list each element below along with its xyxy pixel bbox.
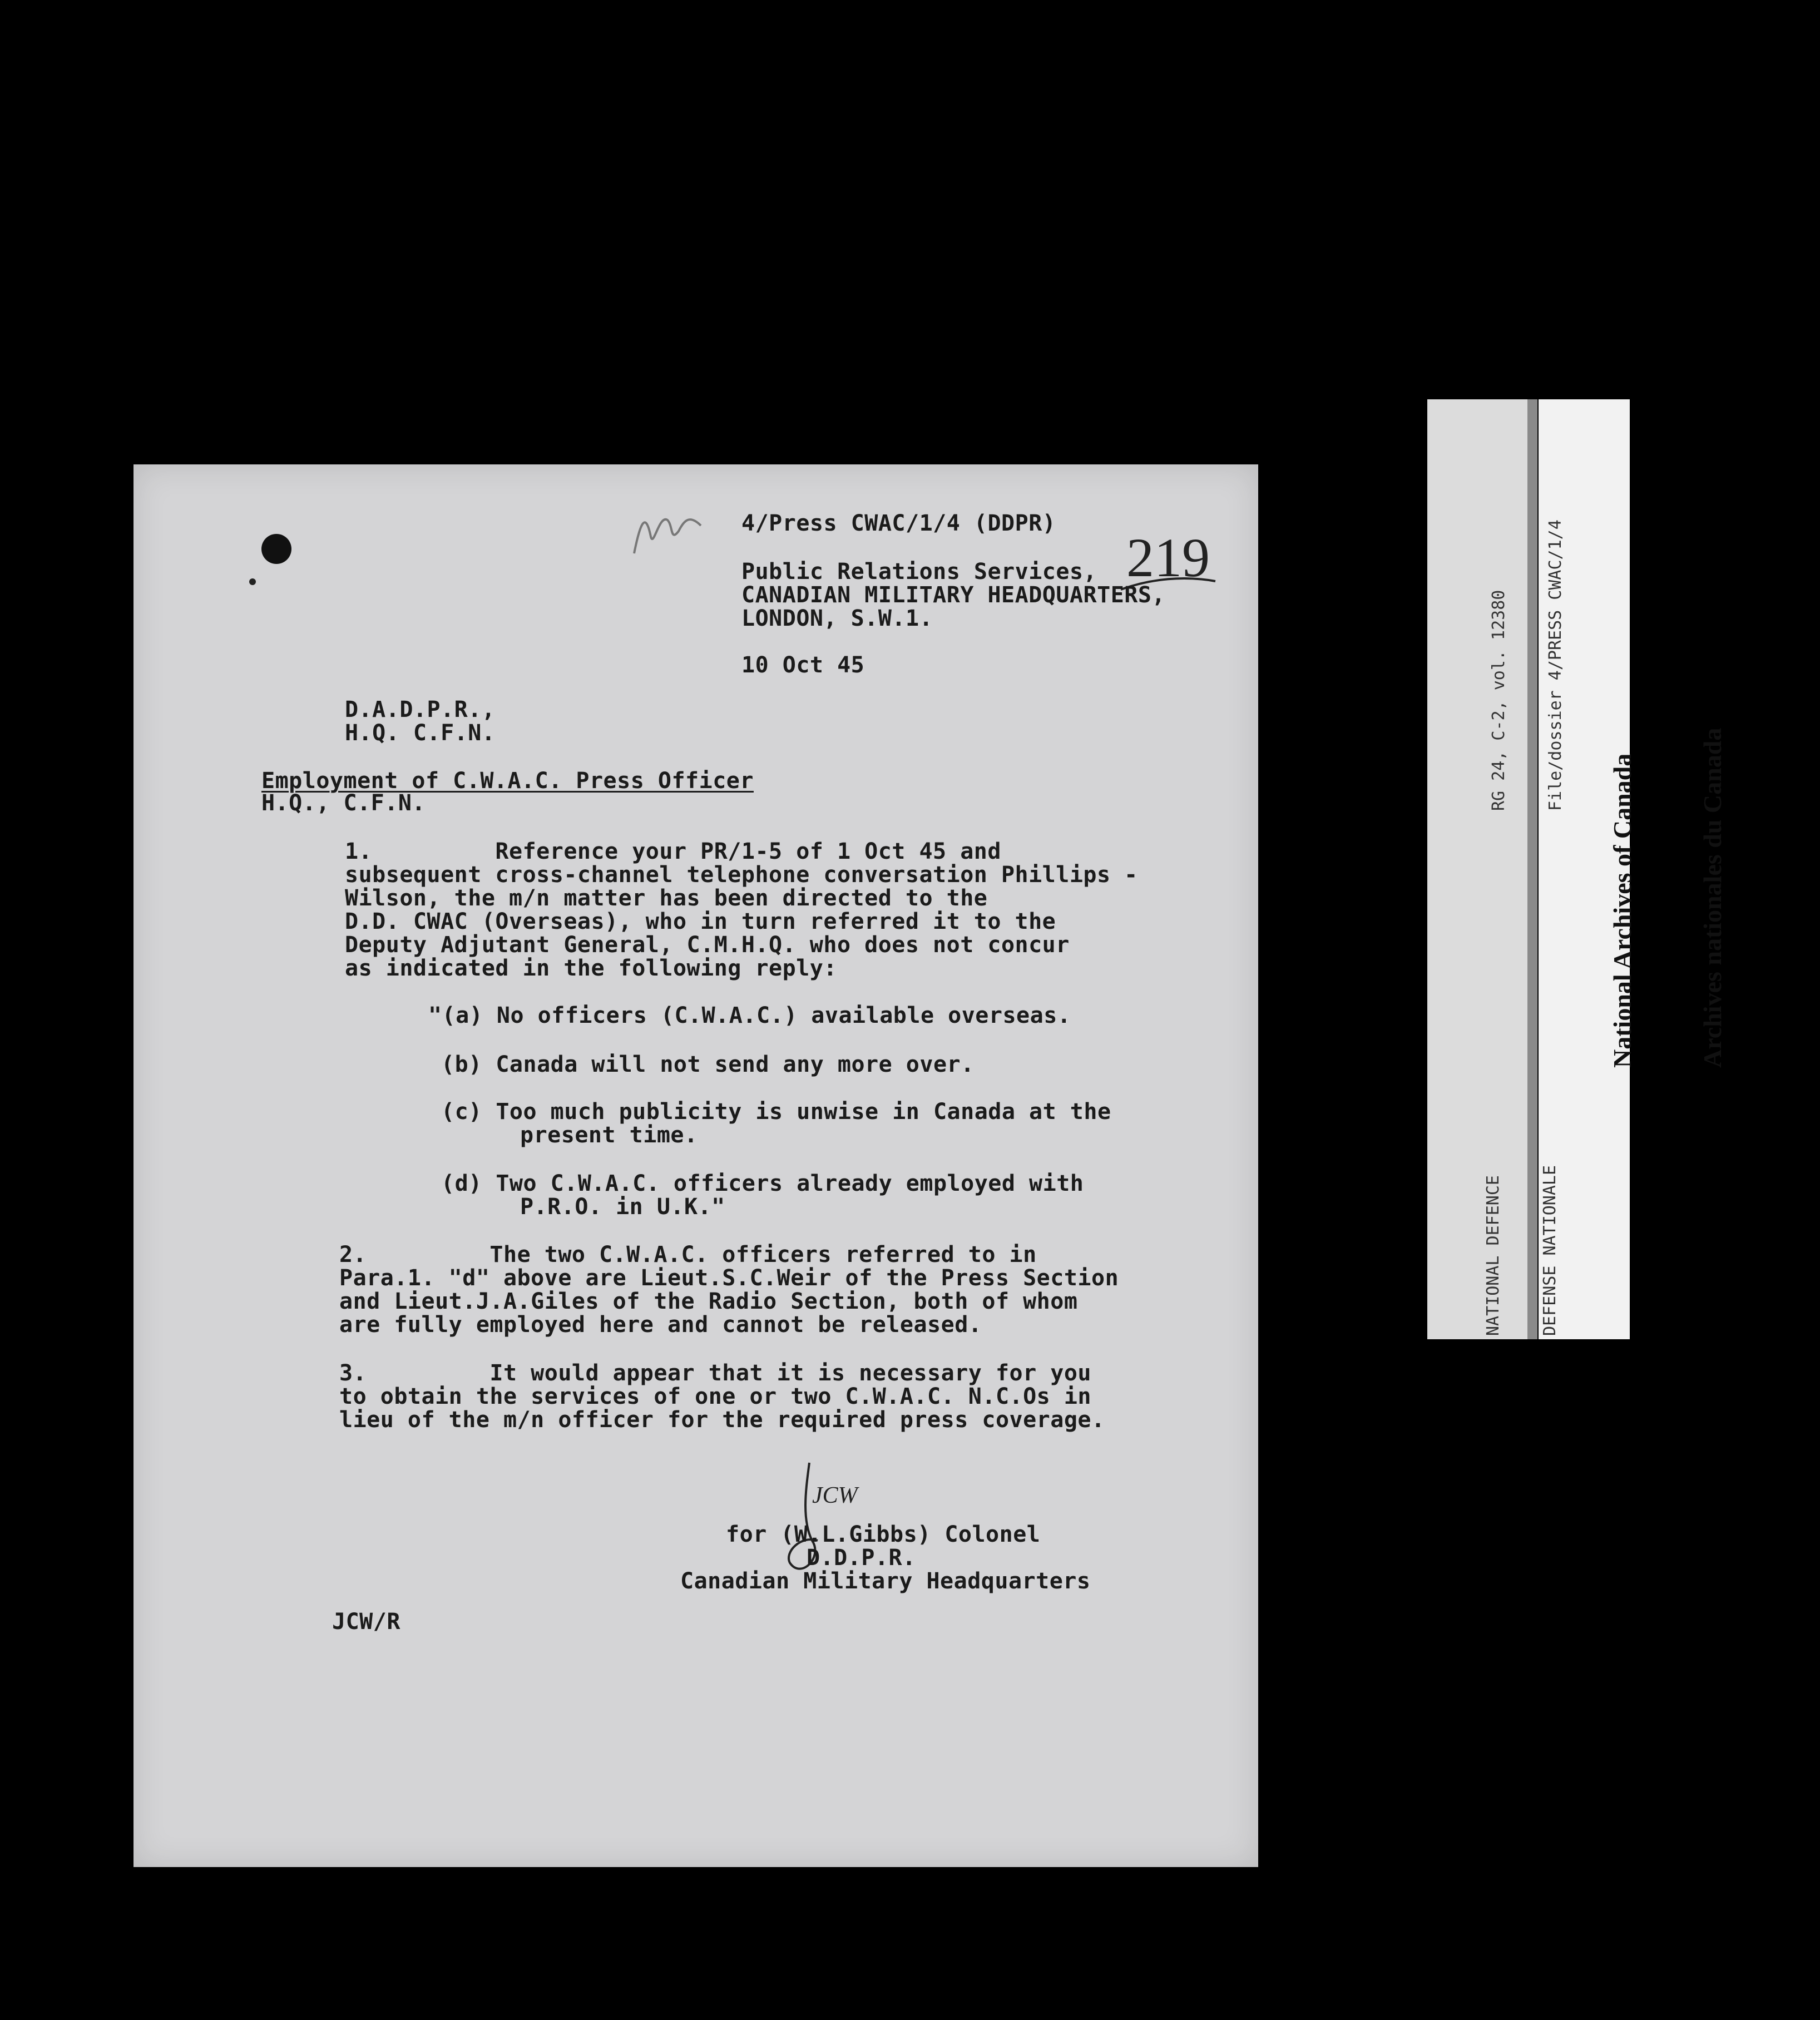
para2-line-3: and Lieut.J.A.Giles of the Radio Section, both of whom: [339, 1289, 1078, 1314]
para2-line-1: 2. The two C.W.A.C. officers referred to in: [339, 1242, 1037, 1268]
org-line-1: Public Relations Services,: [741, 559, 1097, 585]
para1-line-5: Deputy Adjutant General, C.M.H.Q. who does not concur: [345, 932, 1070, 958]
reply-item-b: (b) Canada will not send any more over.: [441, 1052, 975, 1077]
para3-line-2: to obtain the services of one or two C.W.A.C. N.C.Os in: [339, 1384, 1092, 1409]
para3-line-1: 3. It would appear that it is necessary for you: [339, 1360, 1092, 1386]
para3-line-3: lieu of the m/n officer for the required press coverage.: [339, 1407, 1105, 1433]
para1-line-4: D.D. CWAC (Overseas), who in turn referred it to the: [345, 909, 1056, 934]
archives-name-block: [1547, 728, 1758, 1068]
para1-line-6: as indicated in the following reply:: [345, 955, 837, 981]
punch-hole: [261, 534, 291, 564]
reply-item-d-line-2: P.R.O. in U.K.": [520, 1194, 725, 1220]
reply-item-a: "(a) No officers (C.W.A.C.) available overseas.: [428, 1003, 1071, 1028]
reply-item-c-line-2: present time.: [520, 1122, 698, 1148]
para1-line-2: subsequent cross-channel telephone conversation Phillips -: [345, 862, 1138, 888]
letter-date: 10 Oct 45: [741, 652, 865, 678]
signature-line-1: for (W.L.Gibbs) Colonel: [726, 1522, 1041, 1547]
archives-name-french: Archives nationales du Canada: [1698, 727, 1727, 1068]
signature-line-2: D.D.P.R.: [807, 1545, 916, 1571]
org-line-3: LONDON, S.W.1.: [741, 606, 933, 631]
subject-line-1: Employment of C.W.A.C. Press Officer: [261, 768, 754, 794]
subject-line-2: H.Q., C.F.N.: [261, 790, 426, 816]
department-line2: DEFENSE NATIONALE: [1540, 1165, 1560, 1336]
reference-initials: JCW/R: [332, 1609, 400, 1635]
addressee-line-2: H.Q. C.F.N.: [345, 720, 496, 746]
addressee-line-1: D.A.D.P.R.,: [345, 697, 496, 722]
archive-ref-line2: File/dossier 4/PRESS CWAC/1/4: [1546, 519, 1565, 811]
folio-number: 219: [1126, 527, 1210, 588]
archives-name-english: National Archives of Canada: [1608, 753, 1636, 1068]
signature-initials: JCW: [812, 1483, 858, 1508]
reply-item-c-line-1: (c) Too much publicity is unwise in Canada at the: [441, 1099, 1111, 1125]
archive-ref-line1: RG 24, C-2, vol. 12380: [1489, 590, 1509, 811]
para2-line-2: Para.1. "d" above are Lieut.S.C.Weir of the Press Section: [339, 1265, 1119, 1291]
para1-line-1: 1. Reference your PR/1-5 of 1 Oct 45 and: [345, 839, 1001, 864]
para2-line-4: are fully employed here and cannot be released.: [339, 1312, 982, 1338]
department-block: [1446, 1165, 1579, 1336]
signature-line-3: Canadian Military Headquarters: [680, 1568, 1091, 1594]
handwritten-initials-mark: [629, 503, 712, 565]
ink-dot: [249, 578, 256, 585]
reply-item-d-line-1: (d) Two C.W.A.C. officers already employed with: [441, 1171, 1084, 1196]
document-page: [133, 464, 1258, 1867]
file-reference: 4/Press CWAC/1/4 (DDPR): [741, 511, 1056, 536]
org-line-2: CANADIAN MILITARY HEADQUARTERS,: [741, 582, 1166, 608]
para1-line-3: Wilson, the m/n matter has been directed to the: [345, 885, 988, 911]
department-line1: NATIONAL DEFENCE: [1483, 1175, 1503, 1336]
